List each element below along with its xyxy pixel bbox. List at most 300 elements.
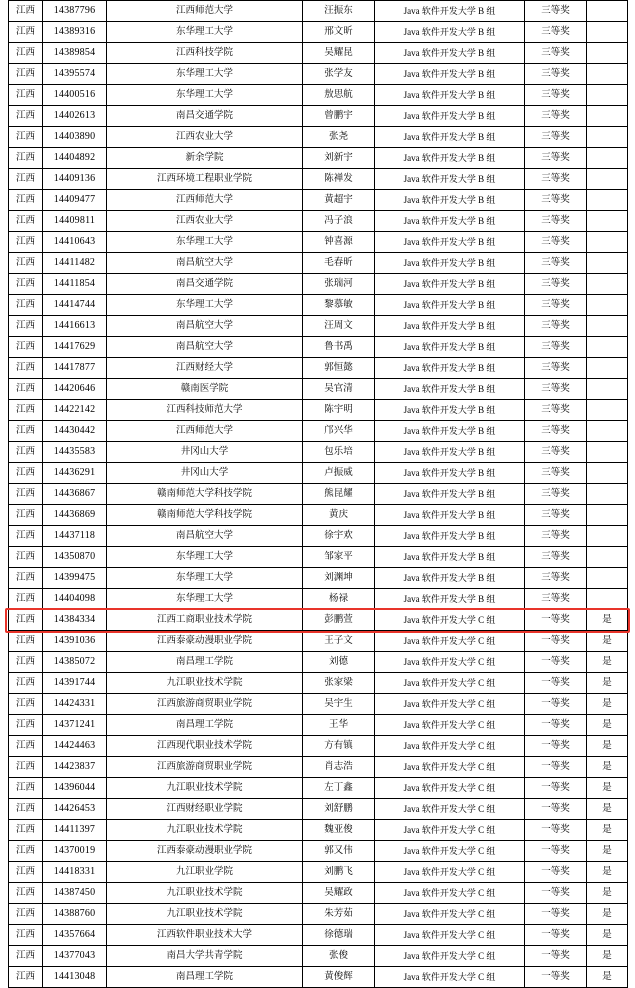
cell-school: 东华理工大学 [107,295,303,316]
cell-province: 江西 [9,484,43,505]
cell-province: 江西 [9,169,43,190]
table-row [9,379,628,400]
cell-id: 14414744 [43,295,107,316]
cell-name: 郭恒懿 [303,358,375,379]
cell-province: 江西 [9,127,43,148]
cell-group: Java 软件开发大学 B 组 [375,547,525,568]
cell-award: 三等奖 [525,400,587,421]
cell-name: 卢振威 [303,463,375,484]
cell-flag: 是 [587,631,628,652]
cell-id: 14424331 [43,694,107,715]
cell-name: 陈禅发 [303,169,375,190]
cell-name: 肖志浩 [303,757,375,778]
cell-group: Java 软件开发大学 C 组 [375,946,525,967]
cell-name: 彭鹏萱 [303,610,375,631]
cell-id: 14423837 [43,757,107,778]
cell-province: 江西 [9,337,43,358]
cell-award: 三等奖 [525,316,587,337]
cell-award: 一等奖 [525,841,587,862]
cell-id: 14385072 [43,652,107,673]
cell-flag: 是 [587,610,628,631]
cell-name: 吴耀政 [303,883,375,904]
cell-school: 江西泰豪动漫职业学院 [107,631,303,652]
cell-province: 江西 [9,316,43,337]
cell-id: 14437118 [43,526,107,547]
cell-group: Java 软件开发大学 B 组 [375,169,525,190]
cell-award: 一等奖 [525,967,587,988]
table-row [9,463,628,484]
cell-province: 江西 [9,631,43,652]
cell-award: 三等奖 [525,190,587,211]
cell-school: 井冈山大学 [107,442,303,463]
cell-province: 江西 [9,652,43,673]
cell-flag [587,316,628,337]
cell-name: 冯子浪 [303,211,375,232]
cell-award: 一等奖 [525,610,587,631]
cell-name: 陈宇明 [303,400,375,421]
cell-id: 14403890 [43,127,107,148]
cell-province: 江西 [9,463,43,484]
cell-school: 东华理工大学 [107,547,303,568]
cell-award: 三等奖 [525,379,587,400]
cell-award: 三等奖 [525,232,587,253]
cell-group: Java 软件开发大学 C 组 [375,673,525,694]
cell-province: 江西 [9,148,43,169]
cell-province: 江西 [9,820,43,841]
cell-name: 刘鹏飞 [303,862,375,883]
cell-school: 江西师范大学 [107,190,303,211]
cell-award: 一等奖 [525,904,587,925]
cell-award: 一等奖 [525,925,587,946]
cell-id: 14424463 [43,736,107,757]
cell-province: 江西 [9,400,43,421]
cell-award: 三等奖 [525,85,587,106]
cell-group: Java 软件开发大学 B 组 [375,127,525,148]
table-row [9,547,628,568]
cell-group: Java 软件开发大学 C 组 [375,778,525,799]
table-row [9,169,628,190]
table-row [9,442,628,463]
cell-flag [587,568,628,589]
table-row [9,883,628,904]
cell-name: 吴官清 [303,379,375,400]
cell-award: 三等奖 [525,43,587,64]
cell-province: 江西 [9,862,43,883]
table-row [9,862,628,883]
cell-id: 14404098 [43,589,107,610]
table-row [9,946,628,967]
cell-id: 14410643 [43,232,107,253]
cell-name: 邢文昕 [303,22,375,43]
cell-id: 14416613 [43,316,107,337]
cell-flag [587,526,628,547]
table-row [9,211,628,232]
table-row [9,715,628,736]
cell-id: 14435583 [43,442,107,463]
cell-school: 江西科技学院 [107,43,303,64]
cell-province: 江西 [9,694,43,715]
cell-group: Java 软件开发大学 B 组 [375,400,525,421]
table-row [9,421,628,442]
cell-id: 14371241 [43,715,107,736]
cell-flag: 是 [587,736,628,757]
cell-id: 14422142 [43,400,107,421]
cell-flag: 是 [587,757,628,778]
cell-name: 徐德瑞 [303,925,375,946]
cell-name: 朱芳茹 [303,904,375,925]
cell-name: 王子文 [303,631,375,652]
cell-award: 三等奖 [525,337,587,358]
cell-flag: 是 [587,778,628,799]
cell-flag: 是 [587,694,628,715]
table-row [9,274,628,295]
cell-id: 14402613 [43,106,107,127]
cell-id: 14409811 [43,211,107,232]
cell-award: 三等奖 [525,463,587,484]
cell-award: 三等奖 [525,484,587,505]
cell-province: 江西 [9,85,43,106]
cell-group: Java 软件开发大学 C 组 [375,820,525,841]
cell-school: 东华理工大学 [107,589,303,610]
cell-school: 江西工商职业技术学院 [107,610,303,631]
cell-group: Java 软件开发大学 B 组 [375,526,525,547]
cell-province: 江西 [9,904,43,925]
cell-name: 曾鹏宇 [303,106,375,127]
cell-flag: 是 [587,967,628,988]
cell-flag [587,148,628,169]
cell-name: 刘新宇 [303,148,375,169]
cell-id: 14396044 [43,778,107,799]
cell-award: 一等奖 [525,820,587,841]
cell-province: 江西 [9,883,43,904]
cell-id: 14399475 [43,568,107,589]
table-row [9,64,628,85]
cell-award: 一等奖 [525,652,587,673]
table-row [9,22,628,43]
table-row [9,400,628,421]
cell-school: 江西旅游商贸职业学院 [107,757,303,778]
cell-id: 14387450 [43,883,107,904]
cell-award: 三等奖 [525,589,587,610]
cell-group: Java 软件开发大学 C 组 [375,757,525,778]
cell-group: Java 软件开发大学 C 组 [375,652,525,673]
cell-name: 黄俊辉 [303,967,375,988]
cell-group: Java 软件开发大学 B 组 [375,232,525,253]
cell-group: Java 软件开发大学 B 组 [375,274,525,295]
cell-flag [587,106,628,127]
cell-name: 魏亚俊 [303,820,375,841]
cell-id: 14413048 [43,967,107,988]
cell-province: 江西 [9,442,43,463]
cell-flag: 是 [587,799,628,820]
cell-group: Java 软件开发大学 B 组 [375,148,525,169]
cell-group: Java 软件开发大学 C 组 [375,841,525,862]
cell-school: 九江职业学院 [107,862,303,883]
table-row [9,106,628,127]
cell-province: 江西 [9,379,43,400]
cell-name: 黄庆 [303,505,375,526]
cell-school: 南昌理工学院 [107,967,303,988]
cell-school: 江西师范大学 [107,421,303,442]
cell-award: 一等奖 [525,631,587,652]
cell-id: 14436867 [43,484,107,505]
cell-province: 江西 [9,568,43,589]
cell-id: 14391036 [43,631,107,652]
cell-id: 14387796 [43,1,107,22]
table-row [9,232,628,253]
cell-flag [587,505,628,526]
cell-id: 14404892 [43,148,107,169]
cell-province: 江西 [9,64,43,85]
cell-school: 赣南师范大学科技学院 [107,484,303,505]
cell-province: 江西 [9,232,43,253]
cell-name: 敖思航 [303,85,375,106]
cell-award: 三等奖 [525,127,587,148]
cell-name: 张家梁 [303,673,375,694]
cell-school: 南昌航空大学 [107,526,303,547]
cell-id: 14411854 [43,274,107,295]
cell-school: 赣南师范大学科技学院 [107,505,303,526]
cell-flag [587,64,628,85]
cell-name: 邝兴华 [303,421,375,442]
table-row [9,967,628,988]
table-row [9,694,628,715]
cell-award: 一等奖 [525,694,587,715]
cell-name: 毛春昕 [303,253,375,274]
cell-award: 三等奖 [525,106,587,127]
table-row [9,778,628,799]
cell-school: 江西软件职业技术大学 [107,925,303,946]
cell-flag: 是 [587,715,628,736]
cell-id: 14370019 [43,841,107,862]
cell-flag: 是 [587,883,628,904]
cell-id: 14430442 [43,421,107,442]
cell-name: 汪周文 [303,316,375,337]
table-row [9,757,628,778]
cell-flag: 是 [587,820,628,841]
cell-name: 邹家平 [303,547,375,568]
cell-flag [587,211,628,232]
cell-group: Java 软件开发大学 B 组 [375,337,525,358]
cell-id: 14436869 [43,505,107,526]
cell-group: Java 软件开发大学 B 组 [375,22,525,43]
cell-province: 江西 [9,778,43,799]
cell-award: 一等奖 [525,778,587,799]
cell-name: 钟喜源 [303,232,375,253]
cell-province: 江西 [9,736,43,757]
cell-flag [587,295,628,316]
cell-award: 三等奖 [525,442,587,463]
cell-group: Java 软件开发大学 B 组 [375,463,525,484]
cell-name: 黄超宇 [303,190,375,211]
cell-id: 14388760 [43,904,107,925]
cell-award: 三等奖 [525,358,587,379]
cell-id: 14377043 [43,946,107,967]
cell-name: 张尧 [303,127,375,148]
cell-group: Java 软件开发大学 C 组 [375,631,525,652]
cell-group: Java 软件开发大学 B 组 [375,64,525,85]
table-row [9,1,628,22]
cell-flag [587,85,628,106]
cell-group: Java 软件开发大学 B 组 [375,505,525,526]
cell-province: 江西 [9,547,43,568]
table-row [9,148,628,169]
cell-flag: 是 [587,841,628,862]
cell-name: 刘德 [303,652,375,673]
table-row [9,736,628,757]
table-row [9,568,628,589]
cell-name: 黎慕敏 [303,295,375,316]
cell-province: 江西 [9,673,43,694]
cell-award: 三等奖 [525,505,587,526]
cell-province: 江西 [9,358,43,379]
cell-flag [587,358,628,379]
cell-group: Java 软件开发大学 B 组 [375,1,525,22]
cell-group: Java 软件开发大学 B 组 [375,421,525,442]
table-row [9,673,628,694]
cell-group: Java 软件开发大学 B 组 [375,253,525,274]
cell-school: 新余学院 [107,148,303,169]
cell-name: 吴耀昆 [303,43,375,64]
cell-school: 南昌航空大学 [107,253,303,274]
cell-group: Java 软件开发大学 B 组 [375,589,525,610]
cell-group: Java 软件开发大学 B 组 [375,190,525,211]
cell-award: 三等奖 [525,547,587,568]
cell-school: 南昌航空大学 [107,337,303,358]
cell-name: 刘渊坤 [303,568,375,589]
cell-name: 吴宇生 [303,694,375,715]
cell-school: 东华理工大学 [107,85,303,106]
cell-flag [587,169,628,190]
cell-province: 江西 [9,925,43,946]
cell-school: 江西农业大学 [107,211,303,232]
cell-province: 江西 [9,757,43,778]
table-row [9,652,628,673]
cell-province: 江西 [9,589,43,610]
cell-id: 14395574 [43,64,107,85]
cell-school: 南昌理工学院 [107,652,303,673]
cell-name: 鲁书禹 [303,337,375,358]
cell-name: 王华 [303,715,375,736]
cell-award: 一等奖 [525,883,587,904]
cell-award: 三等奖 [525,169,587,190]
cell-id: 14389316 [43,22,107,43]
cell-flag [587,379,628,400]
cell-name: 刘舒鹏 [303,799,375,820]
cell-school: 江西财经职业学院 [107,799,303,820]
cell-group: Java 软件开发大学 B 组 [375,379,525,400]
cell-flag: 是 [587,925,628,946]
cell-group: Java 软件开发大学 B 组 [375,358,525,379]
cell-name: 左丁鑫 [303,778,375,799]
cell-group: Java 软件开发大学 B 组 [375,43,525,64]
cell-group: Java 软件开发大学 B 组 [375,85,525,106]
cell-flag [587,421,628,442]
table-row [9,841,628,862]
table-row [9,253,628,274]
cell-province: 江西 [9,211,43,232]
cell-province: 江西 [9,505,43,526]
cell-group: Java 软件开发大学 C 组 [375,925,525,946]
cell-province: 江西 [9,106,43,127]
cell-flag [587,463,628,484]
table-row [9,85,628,106]
cell-province: 江西 [9,841,43,862]
cell-province: 江西 [9,610,43,631]
table-row [9,589,628,610]
table-row [9,904,628,925]
cell-province: 江西 [9,967,43,988]
cell-school: 九江职业技术学院 [107,883,303,904]
cell-id: 14420646 [43,379,107,400]
cell-province: 江西 [9,295,43,316]
cell-group: Java 软件开发大学 B 组 [375,568,525,589]
cell-id: 14426453 [43,799,107,820]
cell-school: 江西农业大学 [107,127,303,148]
cell-school: 赣南医学院 [107,379,303,400]
table-row [9,295,628,316]
cell-flag: 是 [587,862,628,883]
cell-school: 南昌交通学院 [107,106,303,127]
cell-group: Java 软件开发大学 C 组 [375,736,525,757]
table-row [9,190,628,211]
table-row [9,127,628,148]
cell-group: Java 软件开发大学 C 组 [375,883,525,904]
table-row [9,43,628,64]
cell-group: Java 软件开发大学 C 组 [375,715,525,736]
cell-school: 江西现代职业技术学院 [107,736,303,757]
cell-award: 一等奖 [525,757,587,778]
cell-award: 三等奖 [525,274,587,295]
cell-flag [587,127,628,148]
cell-name: 杨禄 [303,589,375,610]
cell-id: 14400516 [43,85,107,106]
cell-school: 南昌大学共青学院 [107,946,303,967]
award-table [8,0,628,988]
cell-group: Java 软件开发大学 C 组 [375,694,525,715]
cell-flag [587,190,628,211]
cell-award: 三等奖 [525,22,587,43]
table-row [9,505,628,526]
cell-province: 江西 [9,22,43,43]
cell-flag: 是 [587,946,628,967]
cell-award: 三等奖 [525,526,587,547]
cell-name: 张瑞河 [303,274,375,295]
cell-school: 江西师范大学 [107,1,303,22]
cell-award: 一等奖 [525,673,587,694]
cell-school: 江西环境工程职业学院 [107,169,303,190]
table-row [9,526,628,547]
cell-group: Java 软件开发大学 B 组 [375,106,525,127]
cell-id: 14409136 [43,169,107,190]
cell-award: 三等奖 [525,1,587,22]
cell-school: 九江职业技术学院 [107,820,303,841]
cell-id: 14417877 [43,358,107,379]
cell-province: 江西 [9,946,43,967]
cell-flag [587,400,628,421]
cell-flag [587,43,628,64]
cell-school: 江西旅游商贸职业学院 [107,694,303,715]
table-row [9,820,628,841]
table-row [9,358,628,379]
cell-province: 江西 [9,715,43,736]
cell-flag: 是 [587,904,628,925]
cell-id: 14391744 [43,673,107,694]
cell-id: 14389854 [43,43,107,64]
cell-award: 一等奖 [525,799,587,820]
cell-group: Java 软件开发大学 C 组 [375,904,525,925]
cell-award: 三等奖 [525,568,587,589]
